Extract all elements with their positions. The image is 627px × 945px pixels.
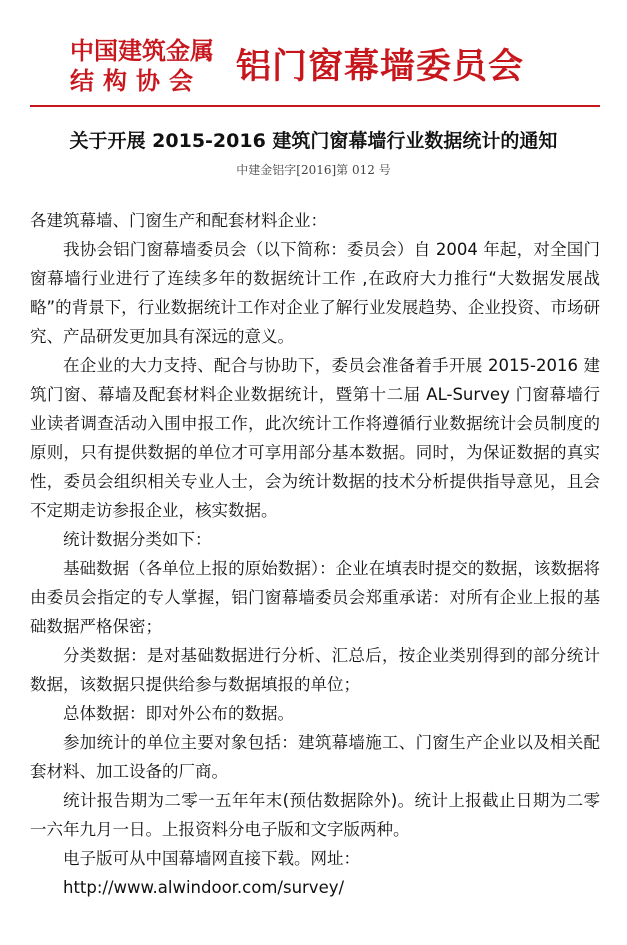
paragraph-overall-data: 总体数据：即对外公布的数据。 bbox=[63, 704, 294, 723]
paragraph-deadline: 统计报告期为二零一五年年末(预估数据除外)。统计上报截止日期为二零一六年九月一日。上报资料分电子版和文字版两种。 bbox=[30, 791, 600, 839]
letterhead-divider bbox=[30, 105, 600, 107]
document-number: 中建金铝字[2016]第 012 号 bbox=[236, 163, 391, 177]
paragraph-download: 电子版可从中国幕墙网直接下载。网址： bbox=[63, 849, 360, 868]
paragraph-participants: 参加统计的单位主要对象包括：建筑幕墙施工、门窗生产企业以及相关配套材料、加工设备的厂商。 bbox=[30, 733, 600, 781]
association-name-line1: 中国建筑金属 bbox=[70, 36, 214, 65]
salutation: 各建筑幕墙、门窗生产和配套材料企业： bbox=[30, 211, 327, 230]
paragraph-category-data: 分类数据：是对基础数据进行分析、汇总后，按企业类别得到的部分统计数据，该数据只提供给参与数据填报的单位； bbox=[30, 646, 600, 694]
letterhead bbox=[0, 0, 627, 112]
paragraph-categories-heading: 统计数据分类如下： bbox=[63, 530, 212, 549]
paragraph-plan: 在企业的大力支持、配合与协助下，委员会准备着手开展 2015-2016 建筑门窗、幕墙及配套材料企业数据统计，暨第十二届 AL-Survey 门窗幕墙行业读者调查活动入围申报工作，此次统计工作将遵循行业数据统计会员制度的原则，只有提供数据的单位才可享用部分基本数据。同时，为保证数据的真实性，委员会组织相关专业人士，会为统计数据的技术分析提供指导意见，且会不定期走访参报企业，核实数据。 bbox=[30, 356, 600, 520]
association-name bbox=[70, 36, 225, 96]
survey-url: http://www.alwindoor.com/survey/ bbox=[63, 878, 345, 897]
paragraph-basic-data: 基础数据（各单位上报的原始数据）：企业在填表时提交的数据，该数据将由委员会指定的专人掌握，铝门窗幕墙委员会郑重承诺：对所有企业上报的基础数据严格保密； bbox=[30, 559, 600, 636]
notice-title: 关于开展 2015-2016 建筑门窗幕墙行业数据统计的通知 bbox=[69, 130, 558, 152]
notice-body bbox=[30, 206, 600, 902]
association-name-line2: 结构协会 bbox=[70, 66, 202, 95]
committee-name: 铝门窗幕墙委员会 bbox=[236, 46, 525, 87]
paragraph-intro: 我协会铝门窗幕墙委员会（以下简称：委员会）自 2004 年起，对全国门窗幕墙行业进行了连续多年的数据统计工作 ,在政府大力推行“大数据发展战略”的背景下，行业数据统计工作对企业了解行业发展趋势、企业投资、市场研究、产品研发更加具有深远的意义。 bbox=[30, 240, 600, 346]
